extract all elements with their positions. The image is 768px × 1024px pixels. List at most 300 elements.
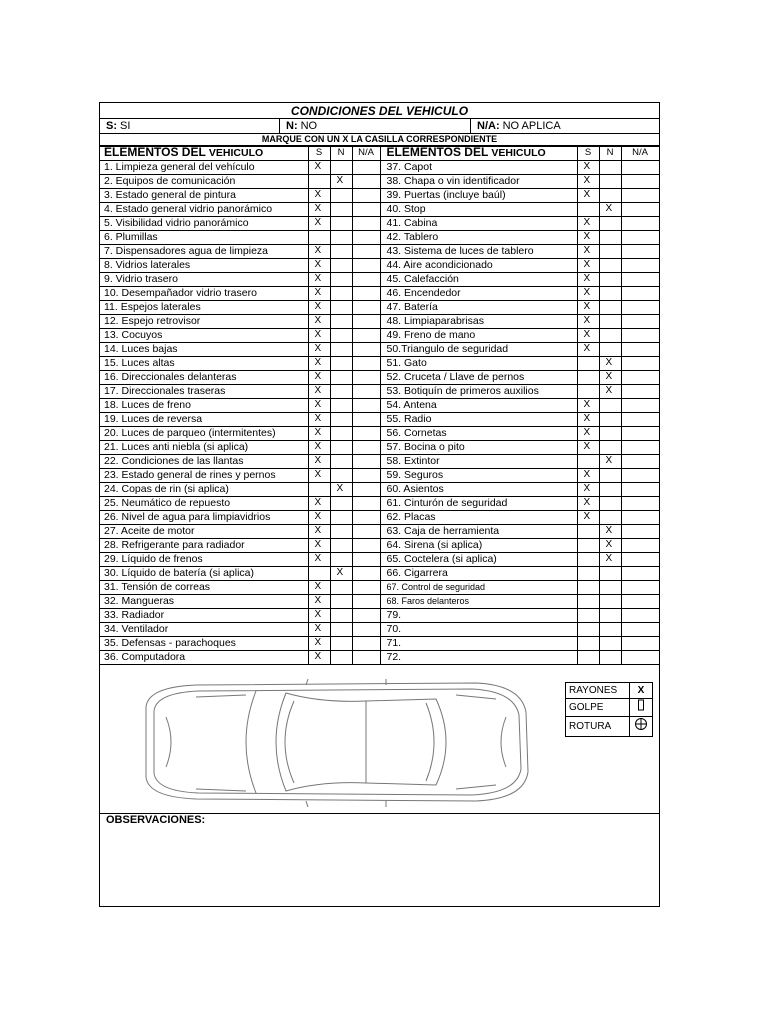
checklist-body [100, 161, 659, 665]
left-item-na-mark[interactable] [352, 427, 380, 441]
right-item-na-mark[interactable] [621, 567, 659, 581]
right-item-s-mark[interactable] [577, 455, 599, 469]
right-item-na-mark[interactable] [621, 175, 659, 189]
right-item-s-mark[interactable] [577, 357, 599, 371]
damage-legend-row [566, 699, 653, 717]
checklist-table [100, 146, 660, 665]
right-item-na-mark[interactable] [621, 189, 659, 203]
right-item-n-mark[interactable] [599, 427, 621, 441]
table-row [100, 539, 659, 553]
left-item-s-mark[interactable]: X [308, 609, 330, 623]
right-item-s-mark[interactable]: X [577, 497, 599, 511]
left-item-s-mark[interactable]: X [308, 651, 330, 665]
right-item-na-mark[interactable] [621, 609, 659, 623]
right-item-na-mark[interactable] [621, 553, 659, 567]
right-item-label: 42. Tablero [380, 231, 577, 245]
left-item-label: 15. Luces altas [100, 357, 308, 371]
right-item-s-mark[interactable] [577, 203, 599, 217]
left-item-n-mark[interactable] [330, 539, 352, 553]
right-item-s-mark[interactable]: X [577, 511, 599, 525]
observations-label: OBSERVACIONES: [106, 814, 206, 826]
left-item-s-mark[interactable] [308, 483, 330, 497]
right-item-s-mark[interactable] [577, 539, 599, 553]
right-item-label: 43. Sistema de luces de tablero [380, 245, 577, 259]
left-item-n-mark[interactable] [330, 427, 352, 441]
left-item-s-mark[interactable]: X [308, 623, 330, 637]
left-item-s-mark[interactable]: X [308, 539, 330, 553]
right-item-s-mark[interactable] [577, 651, 599, 665]
right-elements-header-main: ELEMENTOS DEL [386, 145, 489, 159]
left-item-na-mark[interactable] [352, 511, 380, 525]
right-item-na-mark[interactable] [621, 371, 659, 385]
left-item-label: 12. Espejo retrovisor [100, 315, 308, 329]
right-item-na-mark[interactable] [621, 357, 659, 371]
right-item-na-mark[interactable] [621, 161, 659, 175]
right-item-n-mark[interactable] [599, 581, 621, 595]
left-item-s-mark[interactable]: X [308, 469, 330, 483]
right-item-label: 72. [380, 651, 577, 665]
right-item-label: 70. [380, 623, 577, 637]
right-item-s-mark[interactable]: X [577, 259, 599, 273]
right-item-na-mark[interactable] [621, 245, 659, 259]
left-item-n-mark[interactable]: X [330, 483, 352, 497]
right-item-n-mark[interactable] [599, 273, 621, 287]
right-item-na-mark[interactable] [621, 329, 659, 343]
right-item-n-mark[interactable] [599, 469, 621, 483]
table-row [100, 175, 659, 189]
left-item-label: 13. Cocuyos [100, 329, 308, 343]
left-col-na: N/A [352, 147, 380, 161]
left-item-n-mark[interactable] [330, 399, 352, 413]
right-item-s-mark[interactable]: X [577, 483, 599, 497]
right-item-label: 65. Coctelera (si aplica) [380, 553, 577, 567]
right-item-label: 50.Triangulo de seguridad [380, 343, 577, 357]
left-item-na-mark[interactable] [352, 287, 380, 301]
left-item-n-mark[interactable]: X [330, 567, 352, 581]
left-item-na-mark[interactable] [352, 637, 380, 651]
left-item-n-mark[interactable] [330, 357, 352, 371]
left-item-na-mark[interactable] [352, 497, 380, 511]
form-title: CONDICIONES DEL VEHICULO [100, 103, 659, 119]
right-item-n-mark[interactable] [599, 161, 621, 175]
left-item-s-mark[interactable]: X [308, 161, 330, 175]
left-item-label: 19. Luces de reversa [100, 413, 308, 427]
left-item-s-mark[interactable]: X [308, 371, 330, 385]
left-item-label: 25. Neumático de repuesto [100, 497, 308, 511]
table-row [100, 259, 659, 273]
left-item-n-mark[interactable] [330, 595, 352, 609]
left-item-na-mark[interactable] [352, 483, 380, 497]
left-item-s-mark[interactable]: X [308, 511, 330, 525]
legend-si [106, 119, 130, 134]
table-row [100, 371, 659, 385]
right-item-label: 55. Radio [380, 413, 577, 427]
right-item-label: 54. Antena [380, 399, 577, 413]
right-item-label: 79. [380, 609, 577, 623]
table-row [100, 609, 659, 623]
right-item-na-mark[interactable] [621, 259, 659, 273]
table-row [100, 427, 659, 441]
table-row [100, 287, 659, 301]
left-item-n-mark[interactable]: X [330, 175, 352, 189]
left-item-n-mark[interactable] [330, 371, 352, 385]
left-item-n-mark[interactable] [330, 637, 352, 651]
left-item-label: 35. Defensas - parachoques [100, 637, 308, 651]
right-item-n-mark[interactable] [599, 511, 621, 525]
right-item-na-mark[interactable] [621, 511, 659, 525]
left-item-s-mark[interactable]: X [308, 287, 330, 301]
right-item-s-mark[interactable] [577, 567, 599, 581]
right-item-label: 37. Capot [380, 161, 577, 175]
right-item-s-mark[interactable]: X [577, 441, 599, 455]
right-item-n-mark[interactable] [599, 189, 621, 203]
left-item-n-mark[interactable] [330, 623, 352, 637]
right-item-s-mark[interactable] [577, 595, 599, 609]
left-item-s-mark[interactable]: X [308, 581, 330, 595]
damage-legend-row [566, 683, 653, 699]
left-item-na-mark[interactable] [352, 357, 380, 371]
left-item-s-mark[interactable] [308, 231, 330, 245]
right-item-s-mark[interactable] [577, 581, 599, 595]
right-item-na-mark[interactable] [621, 217, 659, 231]
left-item-s-mark[interactable]: X [308, 343, 330, 357]
right-item-s-mark[interactable]: X [577, 343, 599, 357]
left-item-label: 5. Visibilidad vidrio panorámico [100, 217, 308, 231]
left-item-na-mark[interactable] [352, 609, 380, 623]
right-item-n-mark[interactable]: X [599, 539, 621, 553]
right-item-na-mark[interactable] [621, 273, 659, 287]
left-item-s-mark[interactable]: X [308, 329, 330, 343]
left-item-n-mark[interactable] [330, 231, 352, 245]
table-row [100, 567, 659, 581]
right-item-na-mark[interactable] [621, 595, 659, 609]
left-item-n-mark[interactable] [330, 497, 352, 511]
right-item-n-mark[interactable]: X [599, 455, 621, 469]
right-item-s-mark[interactable] [577, 371, 599, 385]
left-item-s-mark[interactable]: X [308, 637, 330, 651]
right-item-s-mark[interactable] [577, 623, 599, 637]
left-item-na-mark[interactable] [352, 567, 380, 581]
left-item-n-mark[interactable] [330, 385, 352, 399]
left-item-s-mark[interactable]: X [308, 245, 330, 259]
right-item-n-mark[interactable] [599, 301, 621, 315]
right-item-label: 38. Chapa o vin identificador [380, 175, 577, 189]
right-item-na-mark[interactable] [621, 651, 659, 665]
right-item-n-mark[interactable] [599, 217, 621, 231]
table-row [100, 189, 659, 203]
left-item-n-mark[interactable] [330, 161, 352, 175]
table-row [100, 245, 659, 259]
right-item-s-mark[interactable]: X [577, 301, 599, 315]
left-item-na-mark[interactable] [352, 623, 380, 637]
left-item-s-mark[interactable]: X [308, 455, 330, 469]
left-item-na-mark[interactable] [352, 245, 380, 259]
right-item-na-mark[interactable] [621, 399, 659, 413]
left-item-na-mark[interactable] [352, 455, 380, 469]
right-item-s-mark[interactable] [577, 637, 599, 651]
left-item-na-mark[interactable] [352, 595, 380, 609]
right-item-na-mark[interactable] [621, 301, 659, 315]
table-header-row [100, 147, 659, 161]
right-item-s-mark[interactable]: X [577, 273, 599, 287]
left-item-n-mark[interactable] [330, 189, 352, 203]
right-item-n-mark[interactable] [599, 567, 621, 581]
right-item-n-mark[interactable]: X [599, 385, 621, 399]
left-item-n-mark[interactable] [330, 581, 352, 595]
right-item-n-mark[interactable] [599, 259, 621, 273]
right-item-label: 71. [380, 637, 577, 651]
legend-no [279, 119, 476, 134]
right-item-s-mark[interactable] [577, 553, 599, 567]
right-item-s-mark[interactable] [577, 525, 599, 539]
right-item-s-mark[interactable]: X [577, 413, 599, 427]
right-item-na-mark[interactable] [621, 497, 659, 511]
left-item-label: 31. Tensión de correas [100, 581, 308, 595]
right-item-label: 67. Control de seguridad [380, 581, 577, 595]
table-row [100, 595, 659, 609]
right-item-label: 41. Cabina [380, 217, 577, 231]
left-item-s-mark[interactable]: X [308, 525, 330, 539]
left-item-s-mark[interactable]: X [308, 273, 330, 287]
right-item-label: 45. Calefacción [380, 273, 577, 287]
right-item-na-mark[interactable] [621, 539, 659, 553]
left-item-na-mark[interactable] [352, 217, 380, 231]
table-row [100, 357, 659, 371]
table-row [100, 231, 659, 245]
table-row [100, 203, 659, 217]
left-item-n-mark[interactable] [330, 259, 352, 273]
right-item-na-mark[interactable] [621, 231, 659, 245]
left-item-na-mark[interactable] [352, 343, 380, 357]
right-item-s-mark[interactable] [577, 609, 599, 623]
left-item-n-mark[interactable] [330, 553, 352, 567]
left-col-n: N [330, 147, 352, 161]
left-col-s: S [308, 147, 330, 161]
right-item-na-mark[interactable] [621, 287, 659, 301]
left-item-label: 18. Luces de freno [100, 399, 308, 413]
right-item-na-mark[interactable] [621, 385, 659, 399]
left-item-s-mark[interactable]: X [308, 441, 330, 455]
left-item-na-mark[interactable] [352, 175, 380, 189]
left-item-s-mark[interactable]: X [308, 427, 330, 441]
right-item-na-mark[interactable] [621, 203, 659, 217]
right-item-s-mark[interactable]: X [577, 329, 599, 343]
left-item-na-mark[interactable] [352, 273, 380, 287]
right-item-s-mark[interactable]: X [577, 469, 599, 483]
right-item-s-mark[interactable]: X [577, 161, 599, 175]
right-item-n-mark[interactable] [599, 637, 621, 651]
right-item-na-mark[interactable] [621, 581, 659, 595]
right-item-label: 39. Puertas (incluye baúl) [380, 189, 577, 203]
right-item-label: 53. Botiquín de primeros auxilios [380, 385, 577, 399]
right-item-n-mark[interactable] [599, 399, 621, 413]
left-item-n-mark[interactable] [330, 329, 352, 343]
left-item-n-mark[interactable] [330, 511, 352, 525]
right-item-n-mark[interactable] [599, 609, 621, 623]
right-item-na-mark[interactable] [621, 525, 659, 539]
right-item-label: 56. Cornetas [380, 427, 577, 441]
right-item-s-mark[interactable]: X [577, 231, 599, 245]
table-row [100, 385, 659, 399]
table-row [100, 455, 659, 469]
left-item-s-mark[interactable]: X [308, 357, 330, 371]
right-item-na-mark[interactable] [621, 315, 659, 329]
left-item-n-mark[interactable] [330, 287, 352, 301]
right-item-n-mark[interactable] [599, 315, 621, 329]
left-item-na-mark[interactable] [352, 203, 380, 217]
left-item-label: 26. Nivel de agua para limpiavidrios [100, 511, 308, 525]
right-item-na-mark[interactable] [621, 469, 659, 483]
right-item-na-mark[interactable] [621, 413, 659, 427]
table-row [100, 343, 659, 357]
right-item-n-mark[interactable] [599, 497, 621, 511]
right-item-label: 60. Asientos [380, 483, 577, 497]
left-item-label: 6. Plumillas [100, 231, 308, 245]
left-item-na-mark[interactable] [352, 525, 380, 539]
damage-legend [565, 682, 653, 737]
right-item-s-mark[interactable]: X [577, 217, 599, 231]
table-row [100, 217, 659, 231]
right-item-n-mark[interactable] [599, 651, 621, 665]
left-item-n-mark[interactable] [330, 273, 352, 287]
right-item-na-mark[interactable] [621, 427, 659, 441]
right-item-n-mark[interactable]: X [599, 357, 621, 371]
right-item-s-mark[interactable]: X [577, 427, 599, 441]
left-item-label: 10. Desempañador vidrio trasero [100, 287, 308, 301]
left-item-na-mark[interactable] [352, 553, 380, 567]
left-item-na-mark[interactable] [352, 581, 380, 595]
right-item-n-mark[interactable] [599, 231, 621, 245]
left-item-na-mark[interactable] [352, 189, 380, 203]
right-elements-header [380, 147, 577, 161]
right-item-n-mark[interactable]: X [599, 553, 621, 567]
right-item-n-mark[interactable] [599, 245, 621, 259]
left-item-label: 28. Refrigerante para radiador [100, 539, 308, 553]
left-item-label: 36. Computadora [100, 651, 308, 665]
right-item-s-mark[interactable]: X [577, 315, 599, 329]
left-item-n-mark[interactable] [330, 343, 352, 357]
left-item-label: 32. Mangueras [100, 595, 308, 609]
left-elements-header-main: ELEMENTOS DEL [104, 145, 206, 159]
left-item-n-mark[interactable] [330, 413, 352, 427]
right-item-label: 44. Aire acondicionado [380, 259, 577, 273]
right-col-n: N [599, 147, 621, 161]
right-item-n-mark[interactable] [599, 343, 621, 357]
right-item-n-mark[interactable]: X [599, 525, 621, 539]
car-top-view-diagram [136, 677, 536, 807]
left-item-n-mark[interactable] [330, 441, 352, 455]
left-item-n-mark[interactable] [330, 245, 352, 259]
left-item-n-mark[interactable] [330, 469, 352, 483]
table-row [100, 441, 659, 455]
legend-si-value: SI [120, 120, 131, 132]
left-item-na-mark[interactable] [352, 385, 380, 399]
left-item-s-mark[interactable]: X [308, 301, 330, 315]
right-item-na-mark[interactable] [621, 455, 659, 469]
left-item-na-mark[interactable] [352, 259, 380, 273]
right-item-s-mark[interactable] [577, 385, 599, 399]
right-item-s-mark[interactable]: X [577, 175, 599, 189]
right-item-na-mark[interactable] [621, 343, 659, 357]
left-item-n-mark[interactable] [330, 455, 352, 469]
right-item-n-mark[interactable] [599, 441, 621, 455]
left-item-na-mark[interactable] [352, 371, 380, 385]
table-row [100, 623, 659, 637]
left-item-n-mark[interactable] [330, 301, 352, 315]
right-item-n-mark[interactable]: X [599, 203, 621, 217]
left-item-s-mark[interactable]: X [308, 217, 330, 231]
right-item-na-mark[interactable] [621, 623, 659, 637]
left-item-na-mark[interactable] [352, 315, 380, 329]
right-item-s-mark[interactable]: X [577, 189, 599, 203]
right-item-s-mark[interactable]: X [577, 287, 599, 301]
left-item-na-mark[interactable] [352, 539, 380, 553]
legend-no-key: N: [286, 120, 298, 132]
left-item-na-mark[interactable] [352, 469, 380, 483]
left-item-s-mark[interactable]: X [308, 399, 330, 413]
left-item-s-mark[interactable]: X [308, 413, 330, 427]
left-item-s-mark[interactable]: X [308, 203, 330, 217]
left-item-na-mark[interactable] [352, 329, 380, 343]
right-item-n-mark[interactable] [599, 623, 621, 637]
table-row [100, 581, 659, 595]
right-item-s-mark[interactable]: X [577, 245, 599, 259]
left-item-n-mark[interactable] [330, 203, 352, 217]
left-item-na-mark[interactable] [352, 301, 380, 315]
table-row [100, 329, 659, 343]
left-item-label: 8. Vidrios laterales [100, 259, 308, 273]
left-item-s-mark[interactable]: X [308, 189, 330, 203]
left-item-s-mark[interactable]: X [308, 553, 330, 567]
right-item-n-mark[interactable] [599, 413, 621, 427]
left-item-s-mark[interactable]: X [308, 315, 330, 329]
left-item-n-mark[interactable] [330, 315, 352, 329]
left-item-na-mark[interactable] [352, 441, 380, 455]
left-item-label: 1. Limpieza general del vehículo [100, 161, 308, 175]
left-item-s-mark[interactable]: X [308, 595, 330, 609]
left-item-n-mark[interactable] [330, 651, 352, 665]
left-item-na-mark[interactable] [352, 161, 380, 175]
left-item-na-mark[interactable] [352, 231, 380, 245]
right-item-na-mark[interactable] [621, 483, 659, 497]
right-item-n-mark[interactable]: X [599, 371, 621, 385]
right-item-n-mark[interactable] [599, 287, 621, 301]
left-item-s-mark[interactable]: X [308, 497, 330, 511]
right-item-s-mark[interactable]: X [577, 399, 599, 413]
right-item-n-mark[interactable] [599, 483, 621, 497]
left-item-s-mark[interactable] [308, 175, 330, 189]
right-item-n-mark[interactable] [599, 175, 621, 189]
left-item-label: 34. Ventilador [100, 623, 308, 637]
right-item-na-mark[interactable] [621, 637, 659, 651]
left-item-s-mark[interactable]: X [308, 259, 330, 273]
left-item-n-mark[interactable] [330, 217, 352, 231]
right-item-n-mark[interactable] [599, 329, 621, 343]
right-item-label: 63. Caja de herramienta [380, 525, 577, 539]
right-item-na-mark[interactable] [621, 441, 659, 455]
left-item-n-mark[interactable] [330, 525, 352, 539]
right-item-n-mark[interactable] [599, 595, 621, 609]
table-row [100, 399, 659, 413]
right-item-label: 46. Encendedor [380, 287, 577, 301]
left-item-na-mark[interactable] [352, 651, 380, 665]
left-item-na-mark[interactable] [352, 399, 380, 413]
rectangle-icon [630, 699, 653, 717]
left-item-na-mark[interactable] [352, 413, 380, 427]
left-item-n-mark[interactable] [330, 609, 352, 623]
left-item-s-mark[interactable]: X [308, 385, 330, 399]
left-item-s-mark[interactable] [308, 567, 330, 581]
